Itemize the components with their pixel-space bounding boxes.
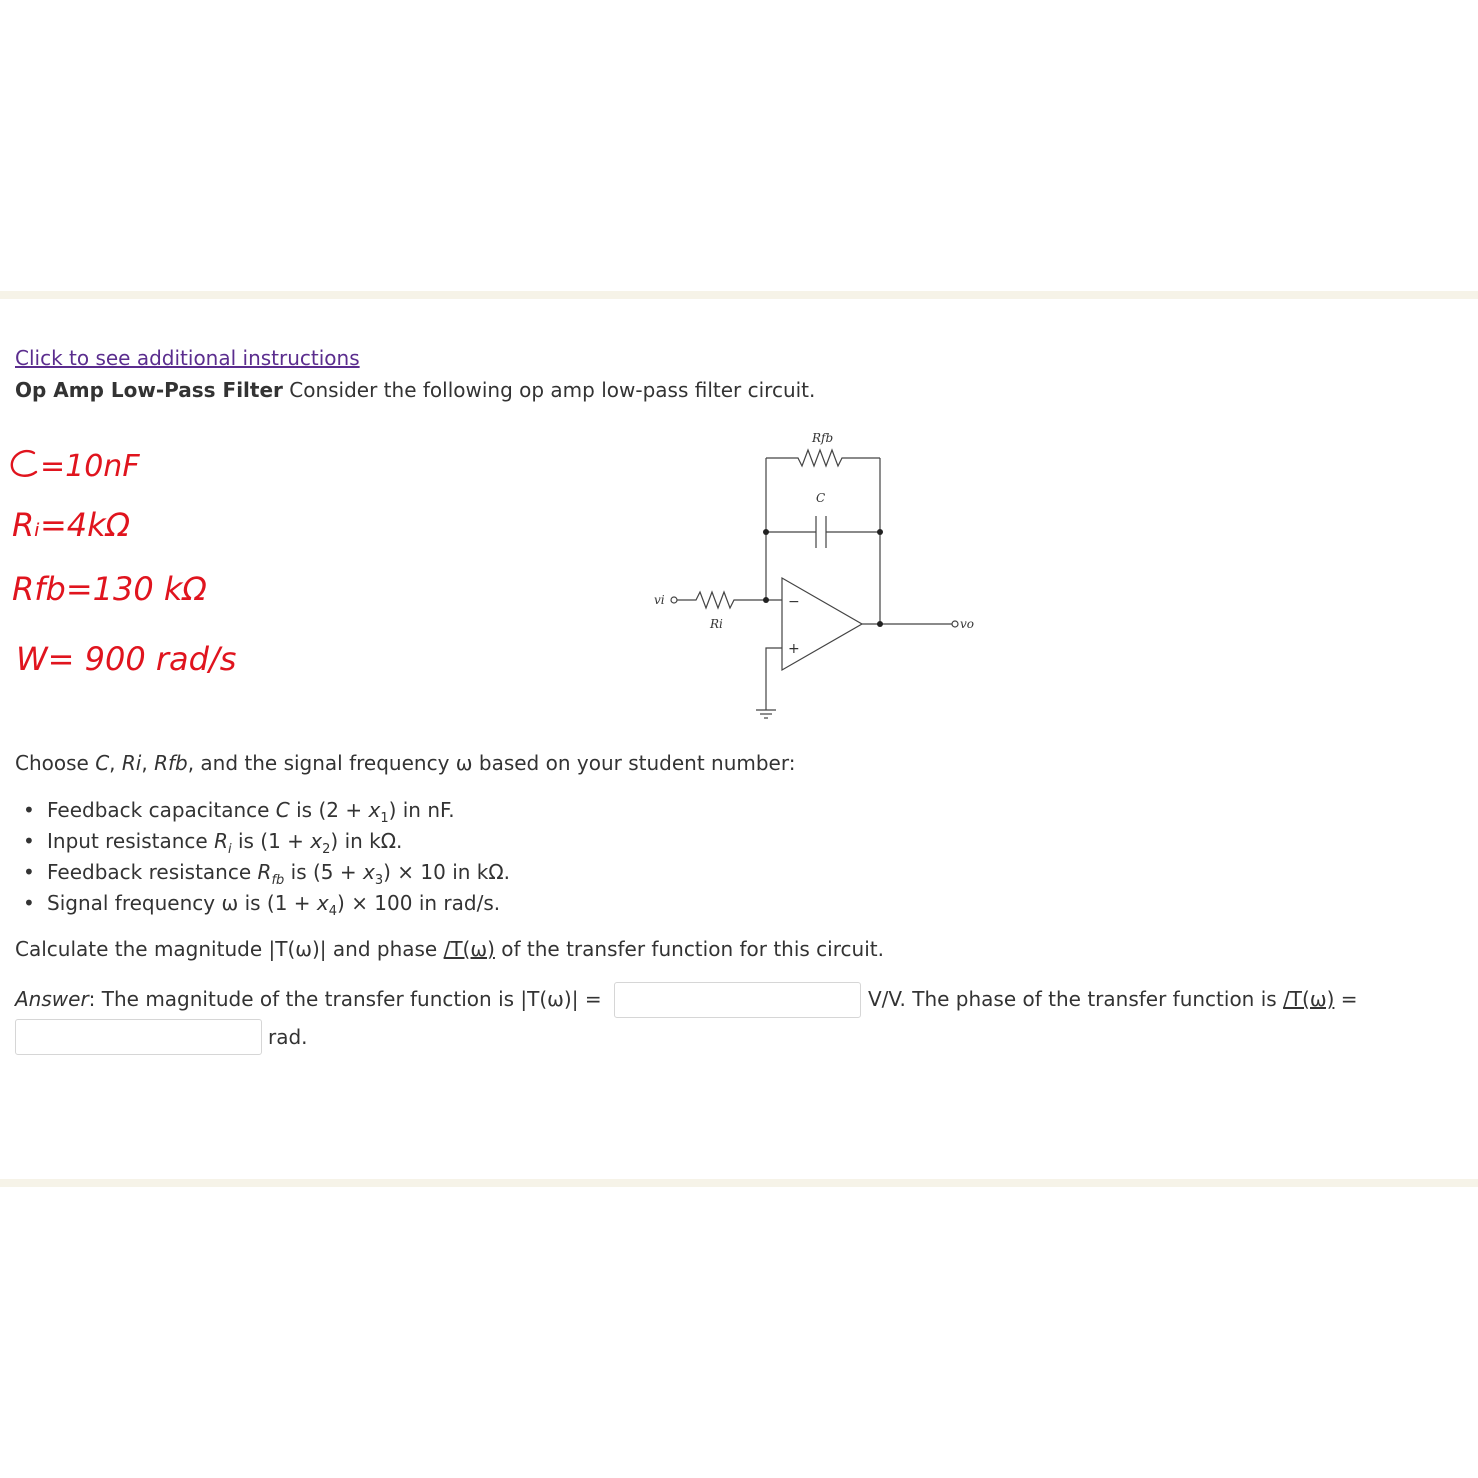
vo-label: vo: [960, 617, 975, 631]
rad-unit-text: rad.: [268, 1025, 308, 1049]
inverting-sign: −: [788, 594, 800, 610]
ground-wire: [766, 648, 782, 710]
node-dot: [877, 621, 883, 627]
additional-instructions-link[interactable]: Click to see additional instructions: [15, 346, 360, 370]
top-divider-band: [0, 291, 1478, 299]
rfb-resistor: [766, 450, 880, 466]
phase-input[interactable]: [15, 1019, 262, 1055]
c-label: C: [816, 491, 826, 505]
ri-label: Ri: [710, 617, 723, 631]
list-item: • Input resistance $R_i$ is $(1 + x_2)$ in kΩ.: [15, 827, 510, 858]
hw-note-ri: Rᵢ=4kΩ: [12, 506, 131, 544]
vv-unit-text: V/V. The phase of the transfer function is /T(ω) =: [868, 987, 1358, 1011]
answer-line: [15, 987, 602, 1011]
parameter-list: [15, 796, 510, 920]
hw-note-c: =10nF: [40, 449, 140, 484]
list-item: • Feedback resistance $R_{fb}$ is $(5 + x_3) \times 10$ in kΩ.: [15, 858, 510, 889]
choose-ri: Ri: [121, 751, 142, 775]
problem-title: Op Amp Low-Pass Filter: [15, 378, 283, 402]
vi-terminal: [671, 597, 677, 603]
problem-statement: [15, 378, 815, 402]
answer-magnitude-text: : The magnitude of the transfer function is |T(ω)| =: [88, 987, 602, 1011]
vo-terminal: [952, 621, 958, 627]
calculate-instruction: Calculate the magnitude |T(ω)| and phase /T(ω) of the transfer function for this circuit.: [15, 937, 884, 961]
hw-glyph: [12, 451, 36, 476]
choose-c: C: [95, 751, 110, 775]
node-dot: [877, 529, 883, 535]
choose-instruction: Choose C, Ri, Rfb, and the signal frequency ω based on your student number:: [15, 751, 796, 775]
op-amp-circuit-diagram: [640, 420, 980, 730]
node-dot: [763, 597, 769, 603]
list-item: • Feedback capacitance C is $(2 + x_1)$ in nF.: [15, 796, 510, 827]
handwritten-notes: [0, 420, 300, 690]
noninverting-sign: +: [788, 641, 800, 657]
node-dot: [763, 529, 769, 535]
answer-label: Answer: [15, 987, 89, 1011]
problem-intro: Consider the following op amp low-pass filter circuit.: [289, 378, 816, 402]
vi-label: vi: [654, 593, 665, 607]
hw-note-rfb: Rfb=130 kΩ: [12, 570, 207, 608]
choose-rfb: Rfb: [154, 751, 188, 775]
magnitude-input[interactable]: [614, 982, 861, 1018]
choose-prefix: Choose: [15, 751, 96, 775]
choose-suffix: , and the signal frequency ω based on your student number:: [187, 751, 796, 775]
list-item: • Signal frequency ω is $(1 + x_4) \times 100$ in rad/s.: [15, 889, 510, 920]
hw-note-w: W= 900 rad/s: [16, 640, 237, 678]
bottom-divider-band: [0, 1179, 1478, 1187]
rfb-label: Rfb: [812, 431, 834, 445]
